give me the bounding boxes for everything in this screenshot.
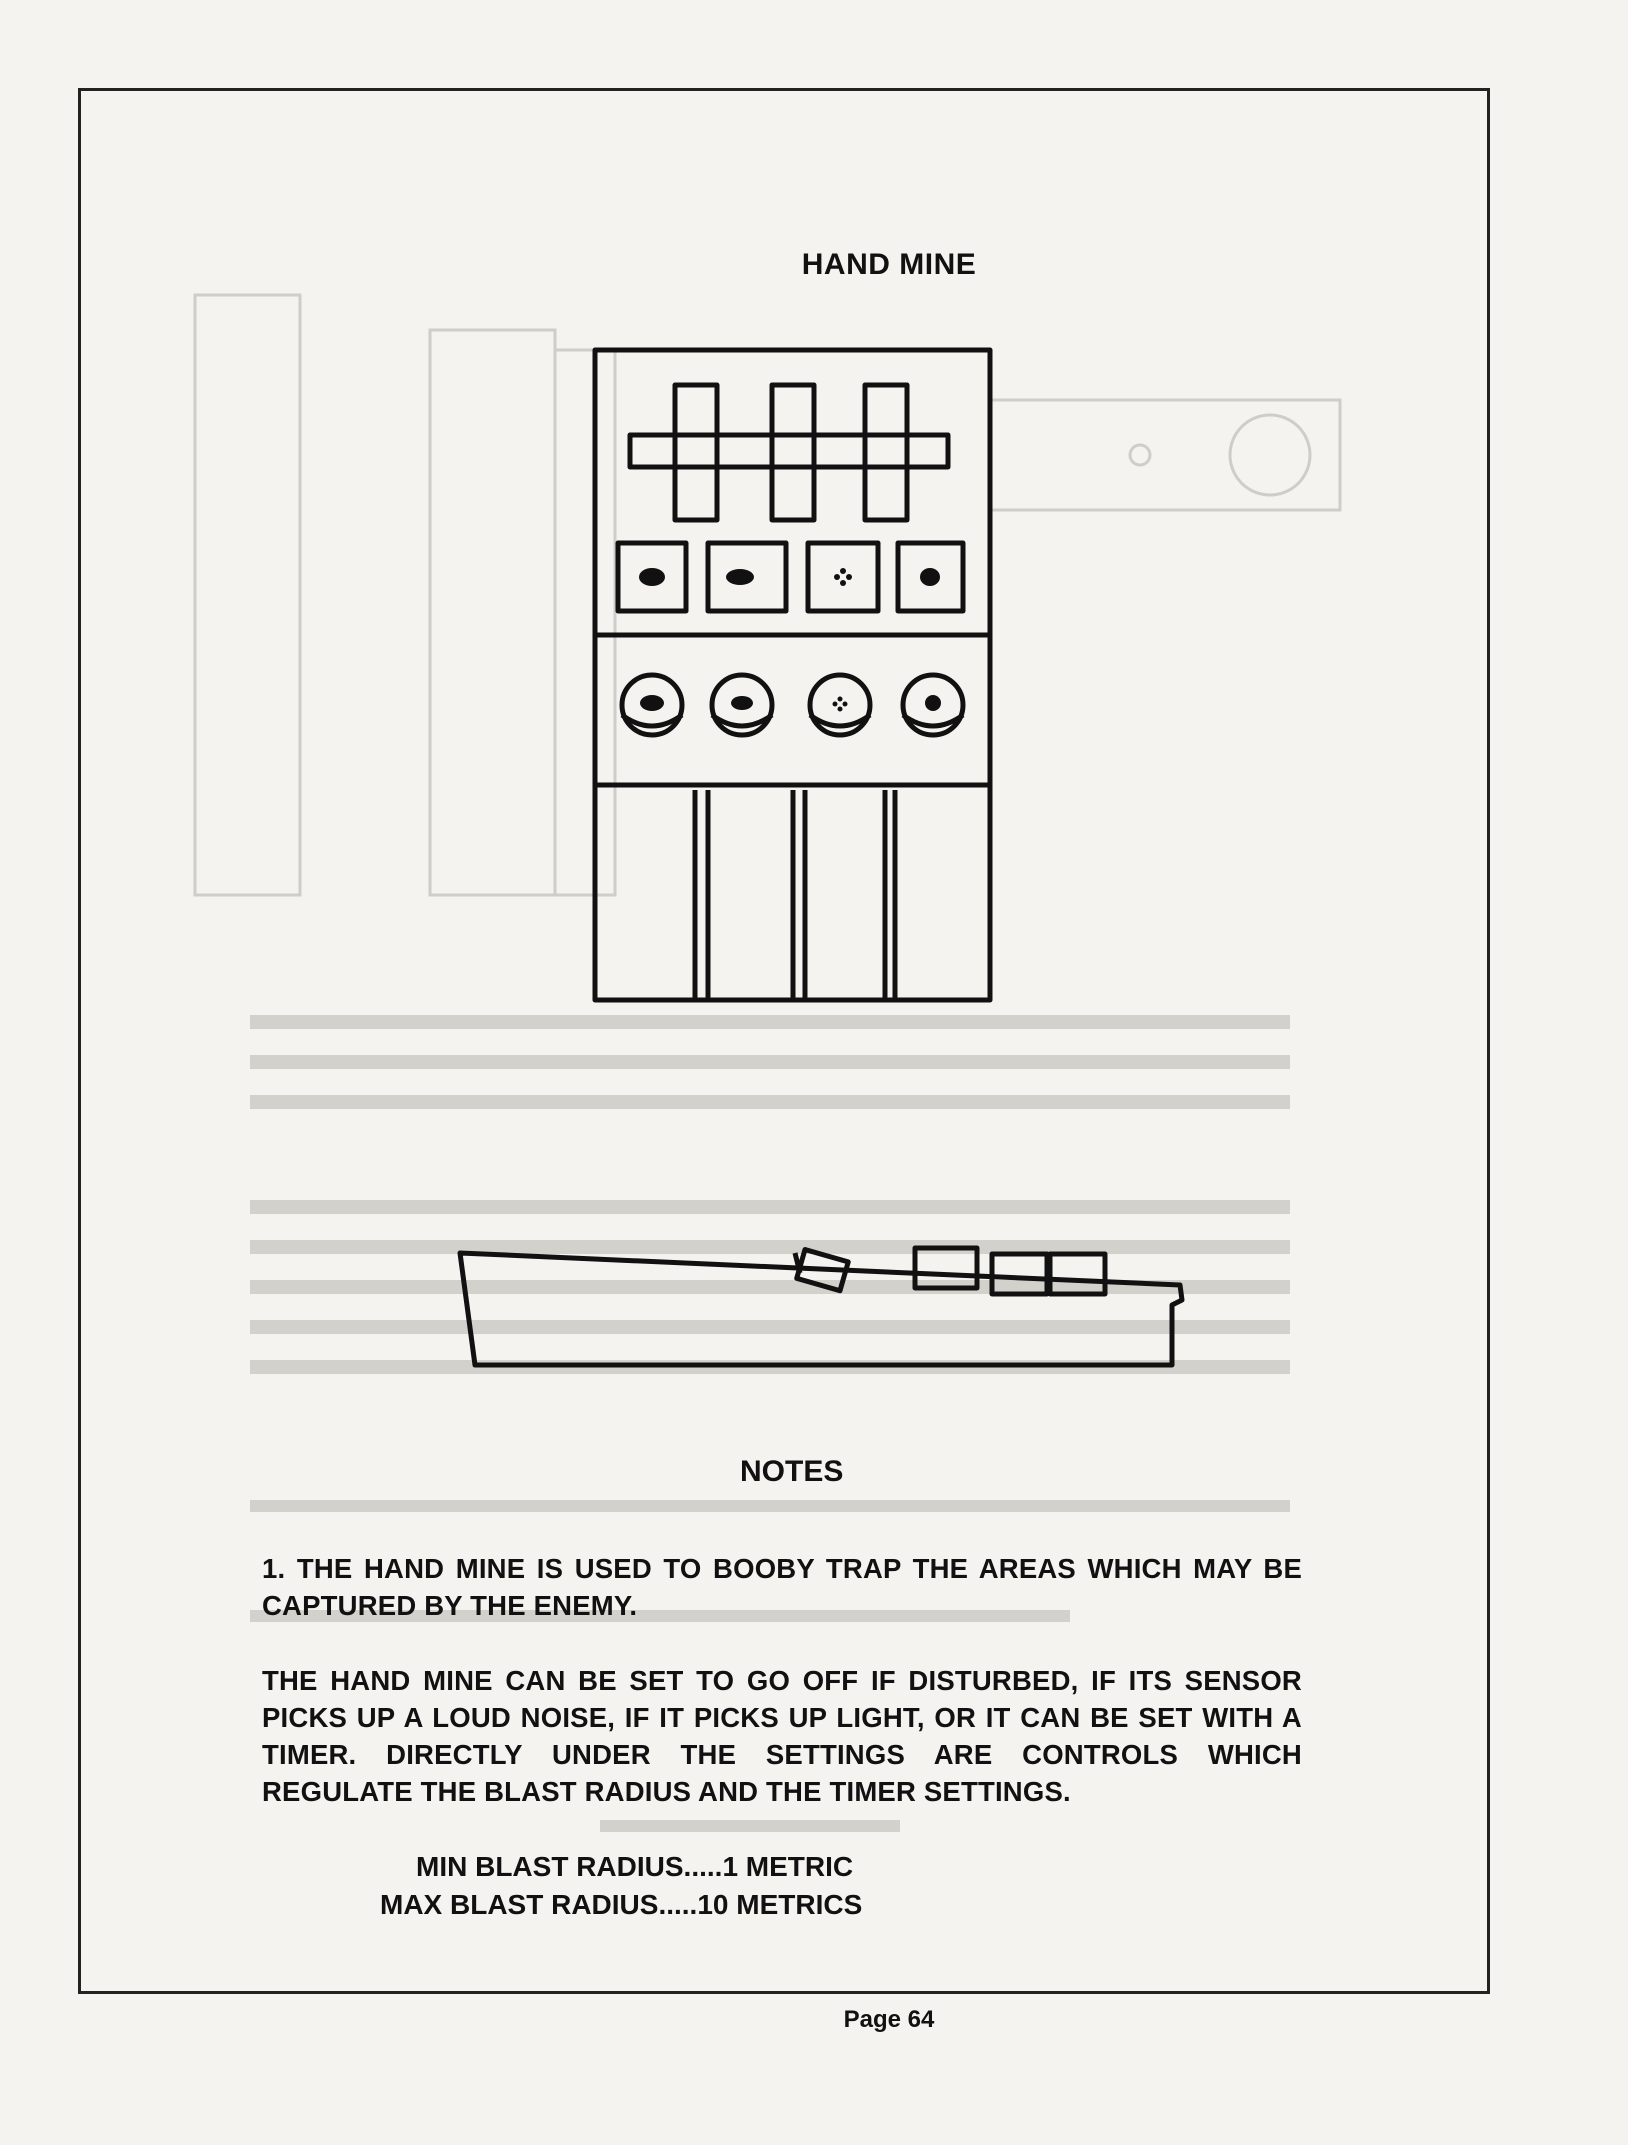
hand-mine-side-diagram (450, 1225, 1190, 1385)
hand-mine-front-diagram (590, 345, 1000, 1005)
page-number: Page 64 (843, 2006, 935, 2033)
min-blast-radius: MIN BLAST RADIUS.....1 METRIC (416, 1851, 854, 1882)
page-title: HAND MINE (801, 248, 977, 281)
note-paragraph-1: 1. THE HAND MINE IS USED TO BOOBY TRAP THE AREAS WHICH MAY BE CAPTURED BY THE ENEMY. (262, 1553, 1302, 1621)
blast-radius-specs (380, 1848, 862, 1924)
max-blast-radius: MAX BLAST RADIUS.....10 METRICS (380, 1889, 863, 1920)
note-paragraph-2: THE HAND MINE CAN BE SET TO GO OFF IF DISTURBED, IF ITS SENSOR PICKS UP A LOUD NOISE, IF IT PICKS UP LIGHT, OR IT CAN BE SET WITH A TIMER. DIRECTLY UNDER THE SETTINGS ARE CONTROLS WHICH REGULATE THE BLAST RADIUS AND THE TIMER SETTINGS. (262, 1665, 1302, 1807)
notes-heading: NOTES (740, 1455, 844, 1488)
